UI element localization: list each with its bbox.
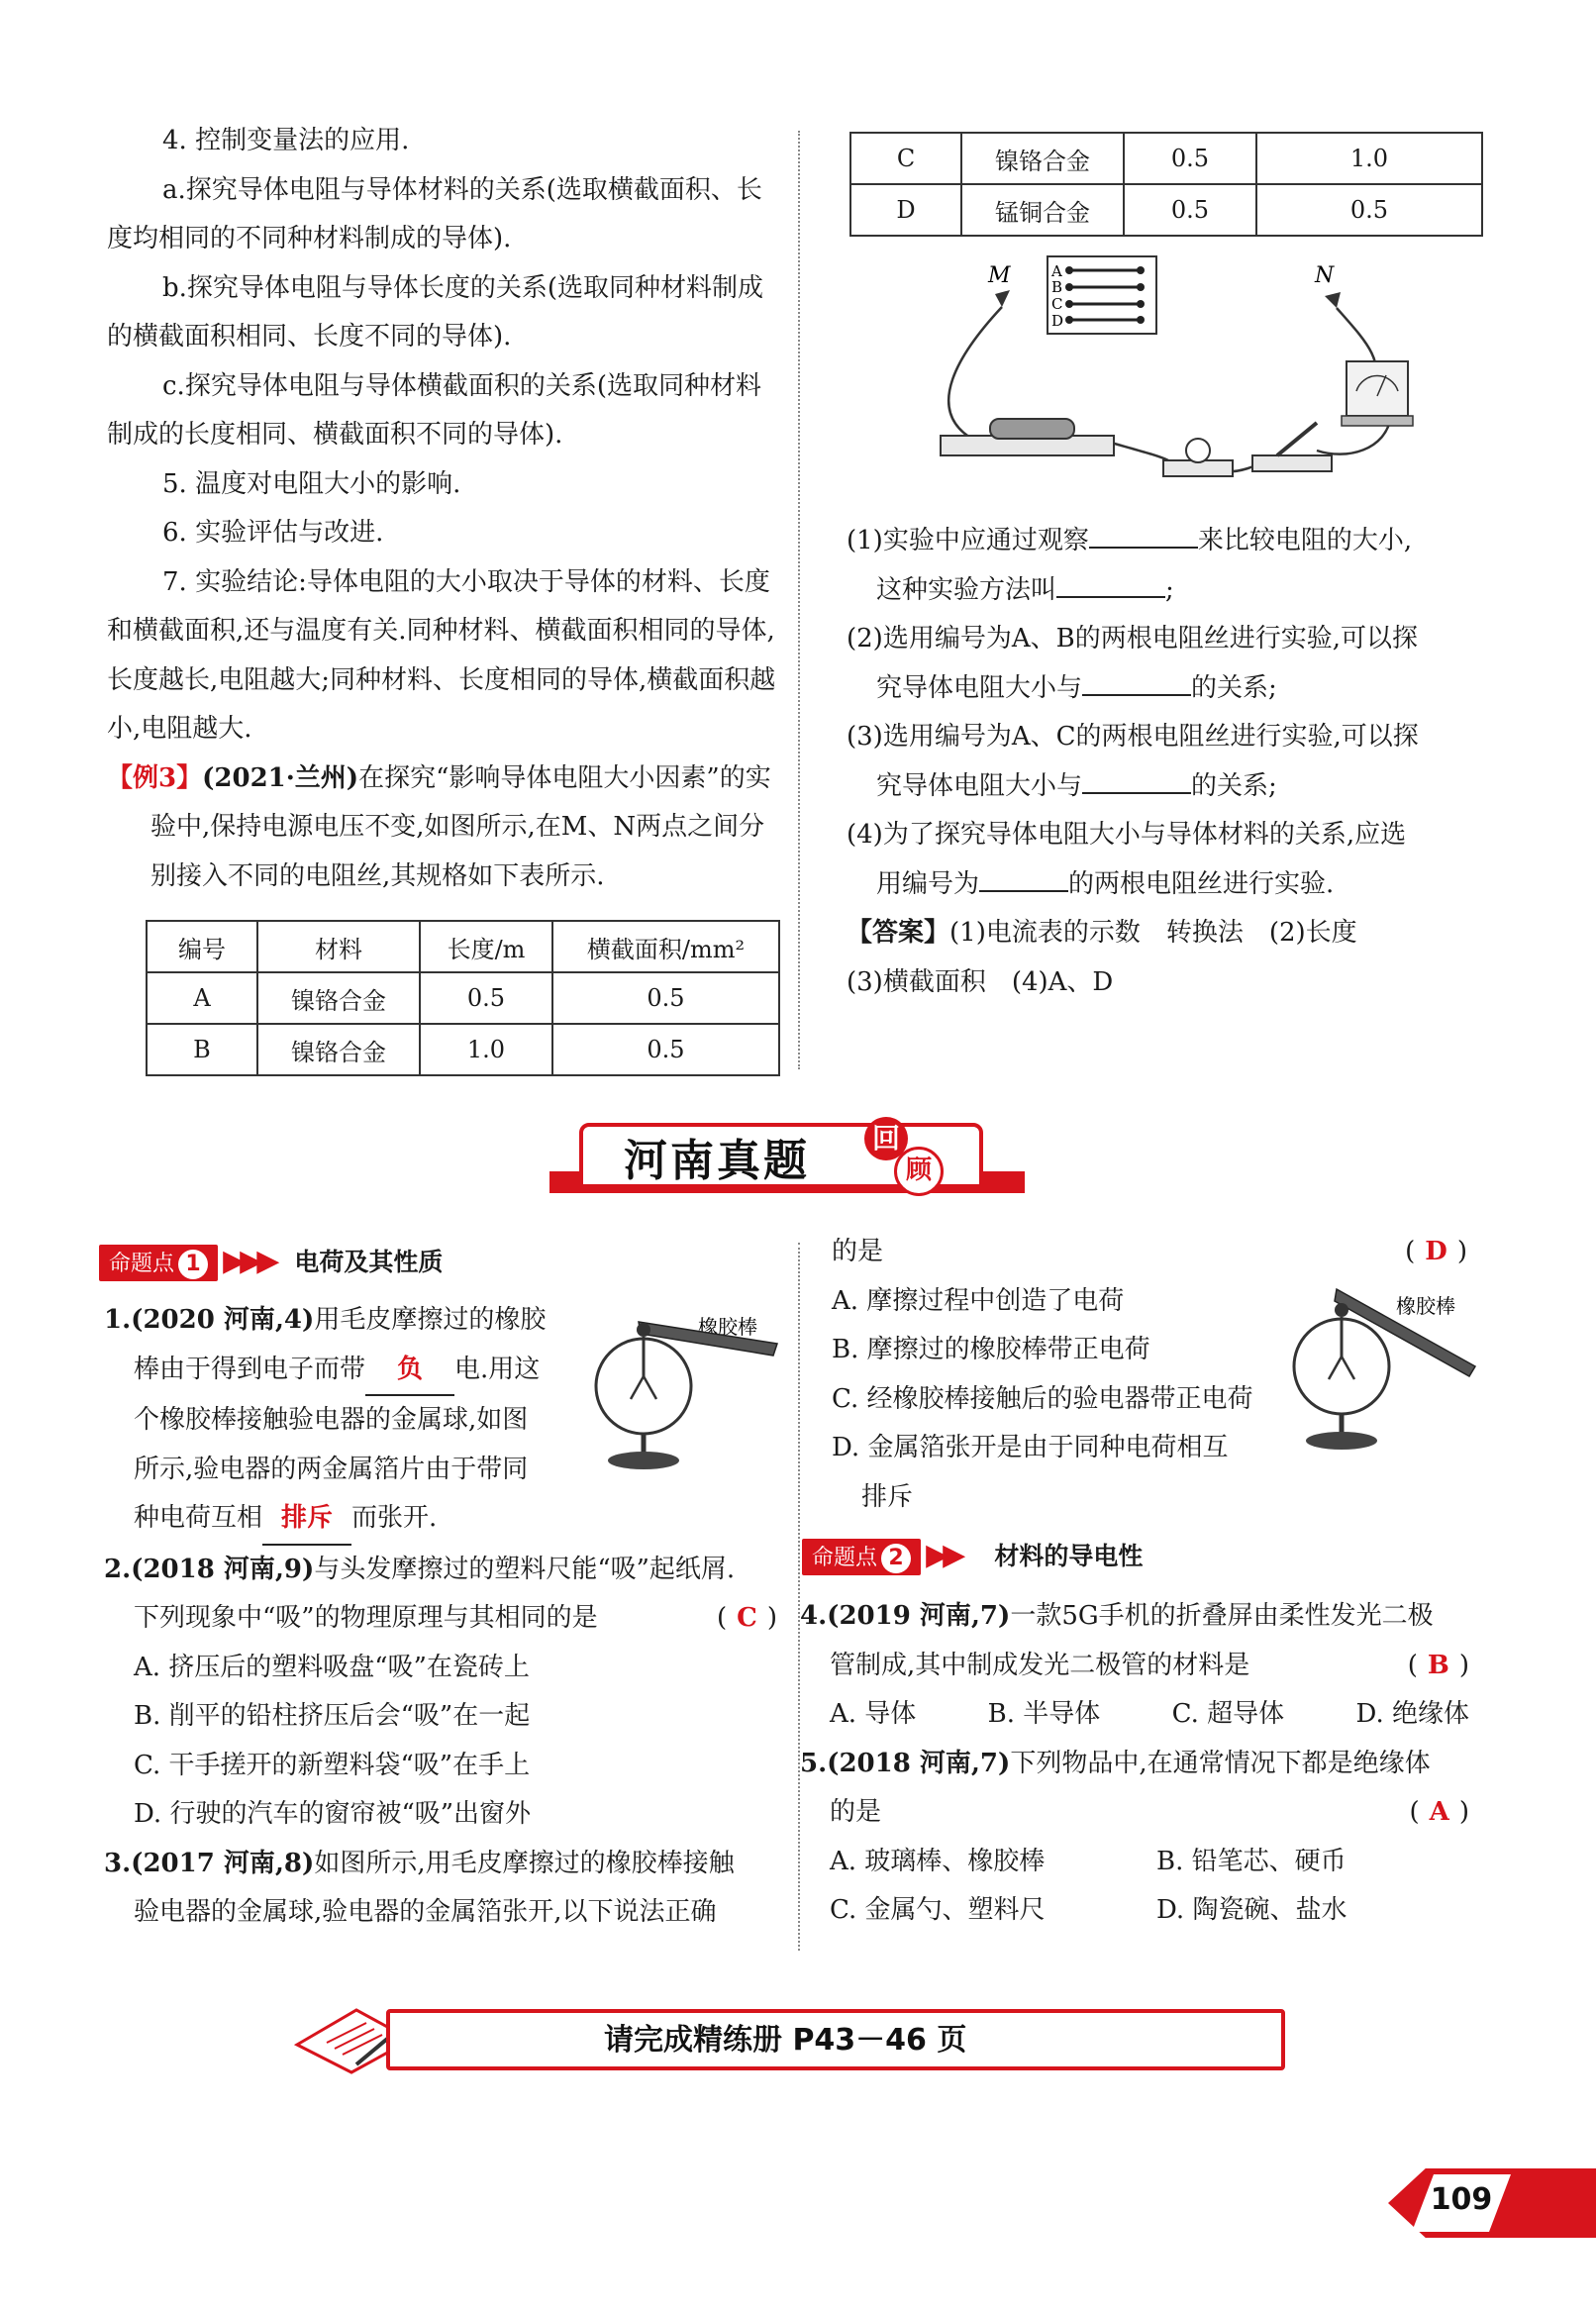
arrow-icon: ▶▶▶	[223, 1244, 274, 1278]
q4-option: C. 超导体	[1171, 1699, 1285, 1729]
table-cell: 0.5	[552, 972, 779, 1024]
battery-icon	[990, 419, 1074, 439]
topic-tag: 命题点 2	[802, 1539, 921, 1575]
q1-line: 种电荷互相 排斥 而张开.	[104, 1494, 777, 1546]
answer-tag: 【答案】	[847, 918, 950, 948]
q1-line: 个橡胶棒接触验电器的金属球,如图	[134, 1405, 529, 1435]
q3-option: B. 摩擦过的橡胶棒带正电荷	[832, 1335, 1150, 1364]
q2-line: 下列现象中“吸”的物理原理与其相同的是 ( C )	[134, 1603, 777, 1633]
question-4-cont: 用编号为 的两根电阻丝进行实验.	[876, 868, 1335, 899]
text-line: 7. 实验结论:导体电阻的大小取决于导体的材料、长度和横截面积,还与温度有关.同种材料、横截面积相同的导体,长度越长,电阻越大;同种材料、长度相同的导体,横截面积越小,电阻越大.	[107, 566, 776, 744]
column-divider	[798, 131, 800, 1069]
text-line: 5. 温度对电阻大小的影响.	[162, 468, 461, 499]
example-tag: 【例3】	[107, 762, 203, 793]
bulb-icon	[1186, 439, 1210, 462]
table-cell: D	[850, 184, 961, 236]
right-column-bottom-2	[800, 1592, 1469, 1936]
q3-option: D. 金属箔张开是由于同种电荷相互	[832, 1433, 1229, 1462]
q2-option: B. 削平的铅柱挤压后会“吸”在一起	[134, 1701, 531, 1731]
q5-line: 的是 ( A )	[830, 1797, 1469, 1827]
question-4: (4)为了探究导体电阻大小与导体材料的关系,应选	[847, 820, 1407, 850]
q3-line: 的是 ( D )	[832, 1237, 1467, 1266]
spec-table-part1	[146, 920, 780, 1076]
label-n: N	[1315, 263, 1335, 288]
label-m: M	[988, 263, 1011, 288]
question-1: (1)实验中应通过观察 来比较电阻的大小,	[847, 526, 1413, 555]
table-cell: 镍铬合金	[961, 133, 1124, 184]
table-row	[850, 133, 1482, 184]
switch-icon	[1277, 423, 1317, 455]
question-1-cont: 这种实验方法叫 ;	[876, 574, 1174, 605]
q3-option: A. 摩擦过程中创造了电荷	[832, 1285, 1125, 1316]
table-row	[147, 972, 779, 1024]
q1-line: 1.(2020 河南,4)用毛皮摩擦过的橡胶	[104, 1305, 547, 1335]
table-row	[850, 184, 1482, 236]
q4-line: 4.(2019 河南,7)一款5G手机的折叠屏由柔性发光二极	[800, 1601, 1434, 1631]
topic-heading-2	[802, 1537, 1143, 1575]
example-text: 在探究“影响导体电阻大小因素”的实验中,保持电源电压不变,如图所示,在M、N两点之间分别接入不同的电阻丝,其规格如下表所示.	[150, 762, 771, 891]
table-cell: 锰铜合金	[961, 184, 1124, 236]
q2-line: 2.(2018 河南,9)与头发摩擦过的塑料尺能“吸”起纸屑.	[104, 1554, 736, 1584]
text-line: 4. 控制变量法的应用.	[162, 126, 410, 155]
topic-heading-1	[99, 1243, 443, 1281]
page-number: 109	[1430, 2182, 1493, 2217]
text-line: c.探究导体电阻与导体横截面积的关系(选取同种材料制成的长度相同、横截面积不同的导体).	[107, 370, 761, 450]
answer-line: (3)横截面积 (4)A、D	[847, 966, 1114, 997]
answer-line: 【答案】(1)电流表的示数 转换法 (2)长度	[847, 918, 1357, 948]
table-cell: 0.5	[1124, 184, 1256, 236]
table-cell: 0.5	[1124, 133, 1256, 184]
arrow-icon: ▶▶	[926, 1538, 960, 1572]
question-3-cont: 究导体电阻大小与 的关系;	[876, 770, 1277, 801]
wire-label: B	[1051, 278, 1063, 296]
q3-option-cont: 排斥	[861, 1481, 914, 1512]
wire-label: C	[1051, 295, 1063, 313]
table-cell: 0.5	[1256, 184, 1482, 236]
q3-line: 3.(2017 河南,8)如图所示,用毛皮摩擦过的橡胶棒接触	[104, 1848, 735, 1878]
ammeter-icon	[1347, 361, 1408, 416]
q3-line: 验电器的金属球,验电器的金属箔张开,以下说法正确	[134, 1897, 717, 1927]
q3-option: C. 经橡胶棒接触后的验电器带正电荷	[832, 1383, 1253, 1414]
banner-badge: 顾	[894, 1147, 944, 1196]
table-cell: A	[147, 972, 257, 1024]
q1-line: 所示,验电器的两金属箔片由于带同	[134, 1454, 529, 1484]
table-header: 编号	[147, 921, 257, 972]
table-cell: C	[850, 133, 961, 184]
q5-option: C. 金属勺、塑料尺	[830, 1895, 1046, 1925]
table-header: 长度/m	[420, 921, 552, 972]
electroscope-figure-2	[1287, 1277, 1480, 1451]
table-cell: 镍铬合金	[257, 1024, 420, 1075]
q4-options	[800, 1690, 1469, 1740]
left-column-top	[107, 117, 776, 901]
table-row	[147, 1024, 779, 1075]
example-source: (2021·兰州)	[202, 762, 359, 793]
question-2: (2)选用编号为A、B的两根电阻丝进行实验,可以探	[847, 624, 1418, 654]
q4-option: B. 半导体	[987, 1699, 1101, 1729]
rod-label: 橡胶棒	[698, 1315, 757, 1339]
q5-option: A. 玻璃棒、橡胶棒	[830, 1846, 1046, 1876]
circuit-figure	[921, 252, 1416, 515]
q5-option: D. 陶瓷碗、盐水	[1156, 1895, 1347, 1925]
clip-m	[995, 290, 1010, 307]
footer-text: 请完成精练册 P43－46 页	[604, 2023, 967, 2058]
q4-line: 管制成,其中制成发光二极管的材料是 ( B )	[830, 1650, 1469, 1680]
example-3	[107, 754, 776, 902]
table-header: 材料	[257, 921, 420, 972]
spec-table-part2	[849, 132, 1483, 237]
text-line: b.探究导体电阻与导体长度的关系(选取同种材料制成的横截面积相同、长度不同的导体).	[107, 272, 764, 352]
table-cell: B	[147, 1024, 257, 1075]
right-column-top	[847, 517, 1480, 1007]
table-cell: 0.5	[552, 1024, 779, 1075]
q5-options	[800, 1886, 1469, 1936]
q2-option: D. 行驶的汽车的窗帘被“吸”出窗外	[134, 1799, 532, 1829]
wire-label: A	[1051, 262, 1062, 280]
q2-option: A. 挤压后的塑料吸盘“吸”在瓷砖上	[134, 1652, 530, 1682]
table-header-row	[147, 921, 779, 972]
table-cell: 镍铬合金	[257, 972, 420, 1024]
question-2-cont: 究导体电阻大小与 的关系;	[876, 672, 1277, 703]
section-banner	[549, 1117, 1025, 1201]
banner-badge: 回	[864, 1117, 908, 1160]
table-cell: 1.0	[1256, 133, 1482, 184]
q2-option: C. 干手搓开的新塑料袋“吸”在手上	[134, 1750, 531, 1780]
q5-line: 5.(2018 河南,7)下列物品中,在通常情况下都是绝缘体	[800, 1748, 1431, 1778]
page-number-tab	[1388, 2168, 1596, 2238]
table-header: 横截面积/mm²	[552, 921, 779, 972]
table-cell: 0.5	[420, 972, 552, 1024]
topic-title: 电荷及其性质	[294, 1248, 444, 1276]
clip-n	[1325, 292, 1341, 308]
table-cell: 1.0	[420, 1024, 552, 1075]
banner-title: 河南真题	[624, 1136, 810, 1186]
q4-option: D. 绝缘体	[1355, 1699, 1469, 1729]
electroscope-figure	[589, 1302, 782, 1475]
wire-label: D	[1051, 312, 1064, 330]
topic-title: 材料的导电性	[994, 1542, 1144, 1570]
question-3: (3)选用编号为A、C的两根电阻丝进行实验,可以探	[847, 722, 1419, 752]
practice-footer	[287, 2005, 1287, 2064]
q1-line: 棒由于得到电子而带 负 电.用这	[104, 1346, 777, 1397]
topic-tag: 命题点 1	[99, 1245, 218, 1281]
text-line: a.探究导体电阻与导体材料的关系(选取横截面积、长度均相同的不同种材料制成的导体).	[107, 174, 762, 253]
text-line: 6. 实验评估与改进.	[162, 518, 384, 548]
q5-options	[800, 1838, 1469, 1887]
q5-option: B. 铅笔芯、硬币	[1156, 1846, 1347, 1876]
rod-label: 橡胶棒	[1396, 1294, 1455, 1318]
q4-option: A. 导体	[830, 1699, 917, 1729]
